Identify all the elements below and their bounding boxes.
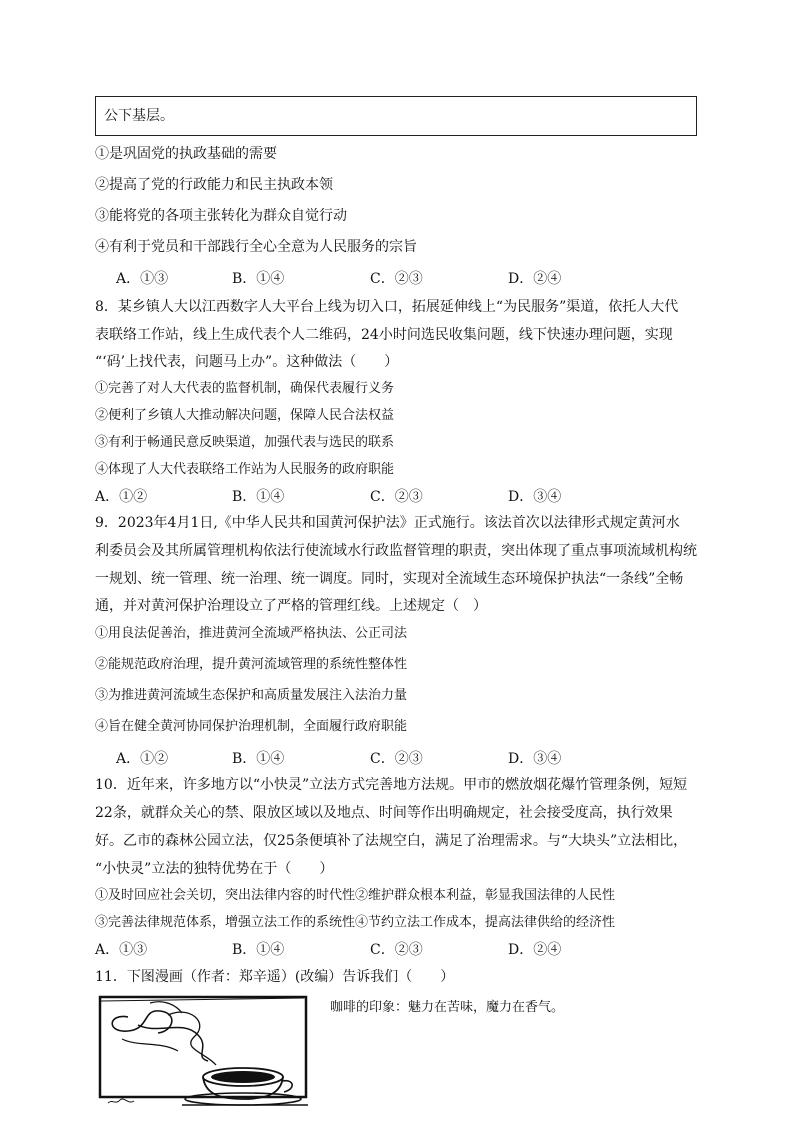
cartoon-caption: 咖啡的印象：魅力在苦味，魔力在香气。 bbox=[330, 1000, 565, 1015]
q10-stem-line-4: “小快灵”立法的独特优势在于（ ） bbox=[95, 861, 334, 877]
q9-option-a: A．①② bbox=[116, 751, 169, 767]
q8-item-3: ③有利于畅通民意反映渠道，加强代表与选民的联系 bbox=[95, 435, 395, 450]
q7-option-b: B．①④ bbox=[232, 271, 285, 287]
q8-item-1: ①完善了对人大代表的监督机制，确保代表履行义务 bbox=[95, 381, 395, 396]
q9-stem-line-2: 利委员会及其所属管理机构依法行使流域水行政监督管理的职责，突出体现了重点事项流域机构统 bbox=[95, 543, 697, 559]
q8-option-b: B．①④ bbox=[232, 489, 285, 505]
q11-stem: 11．下图漫画（作者：郑辛遥）(改编）告诉我们（ ） bbox=[95, 969, 455, 985]
q9-stem-line-1: 9．2023年4月1日,《中华人民共和国黄河保护法》正式施行。该法首次以法律形式规定黄河水 bbox=[95, 515, 680, 531]
q10-item-1: ①及时回应社会关切，突出法律内容的时代性②维护群众根本利益，彰显我国法律的人民性 bbox=[95, 888, 616, 903]
q9-option-b: B．①④ bbox=[232, 751, 285, 767]
q7-item-3: ③能将党的各项主张转化为群众自觉行动 bbox=[95, 208, 347, 224]
q7-item-4: ④有利于党员和干部践行全心全意为人民服务的宗旨 bbox=[95, 239, 417, 255]
q9-item-2: ②能规范政府治理，提升黄河流域管理的系统性整体性 bbox=[95, 657, 408, 672]
q9-option-d: D．③④ bbox=[508, 751, 562, 767]
q8-item-2: ②便利了乡镇人大推动解决问题，保障人民合法权益 bbox=[95, 408, 395, 423]
q10-option-c: C．②③ bbox=[370, 942, 423, 958]
q7-item-2: ②提高了党的行政能力和民主执政本领 bbox=[95, 177, 333, 193]
q8-stem-line-2: 表联络工作站，线上生成代表个人二维码，24小时问选民收集问题，线下快速办理问题，实现 bbox=[95, 327, 673, 343]
q10-option-b: B．①④ bbox=[232, 942, 285, 958]
q8-stem-line-3: “‘码’上找代表，问题马上办”。这种做法（ ） bbox=[95, 354, 399, 370]
q9-stem-line-4: 通，并对黄河保护治理设立了严格的管理红线。上述规定（ ） bbox=[95, 598, 487, 614]
q8-option-a: A．①② bbox=[95, 489, 148, 505]
q7-box bbox=[95, 96, 697, 136]
q7-box-text: 公下基层。 bbox=[104, 108, 174, 124]
q8-option-d: D．③④ bbox=[508, 489, 562, 505]
q10-option-d: D．②④ bbox=[508, 942, 562, 958]
q7-option-d: D．②④ bbox=[508, 271, 562, 287]
q9-option-c: C．②③ bbox=[370, 751, 423, 767]
q9-item-4: ④旨在健全黄河协同保护治理机制，全面履行政府职能 bbox=[95, 719, 408, 734]
q10-option-a: A．①③ bbox=[95, 942, 148, 958]
q7-option-c: C．②③ bbox=[370, 271, 423, 287]
q9-item-3: ③为推进黄河流域生态保护和高质量发展注入法治力量 bbox=[95, 688, 408, 703]
q8-option-c: C．②③ bbox=[370, 489, 423, 505]
q9-item-1: ①用良法促善治，推进黄河全流域严格执法、公正司法 bbox=[95, 626, 408, 641]
q8-item-4: ④体现了人大代表联络工作站为人民服务的政府职能 bbox=[95, 462, 395, 477]
q10-stem-line-3: 好。乙市的森林公园立法，仅25条便填补了法规空白，满足了治理需求。与“大块头”立法相比， bbox=[95, 833, 688, 849]
q10-item-2: ③完善法律规范体系，增强立法工作的系统性④节约立法工作成本，提高法律供给的经济性 bbox=[95, 915, 616, 930]
q7-option-a: A．①③ bbox=[116, 271, 169, 287]
q8-stem-line-1: 8．某乡镇人大以江西数字人大平台上线为切入口，拓展延伸线上“为民服务”渠道，依托人大代 bbox=[95, 299, 679, 315]
q9-stem-line-3: 一规划、统一管理、统一治理、统一调度。同时，实现对全流域生态环境保护执法“一条线”全畅 bbox=[95, 571, 684, 587]
q10-stem-line-1: 10．近年来，许多地方以“小快灵”立法方式完善地方法规。甲市的燃放烟花爆竹管理条例，短短 bbox=[95, 777, 688, 793]
q10-stem-line-2: 22条，就群众关心的禁、限放区域以及地点、时间等作出明确规定，社会接受度高，执行效果 bbox=[95, 805, 673, 821]
q7-item-1: ①是巩固党的执政基础的需要 bbox=[95, 146, 277, 162]
coffee-cartoon-image bbox=[98, 995, 308, 1107]
